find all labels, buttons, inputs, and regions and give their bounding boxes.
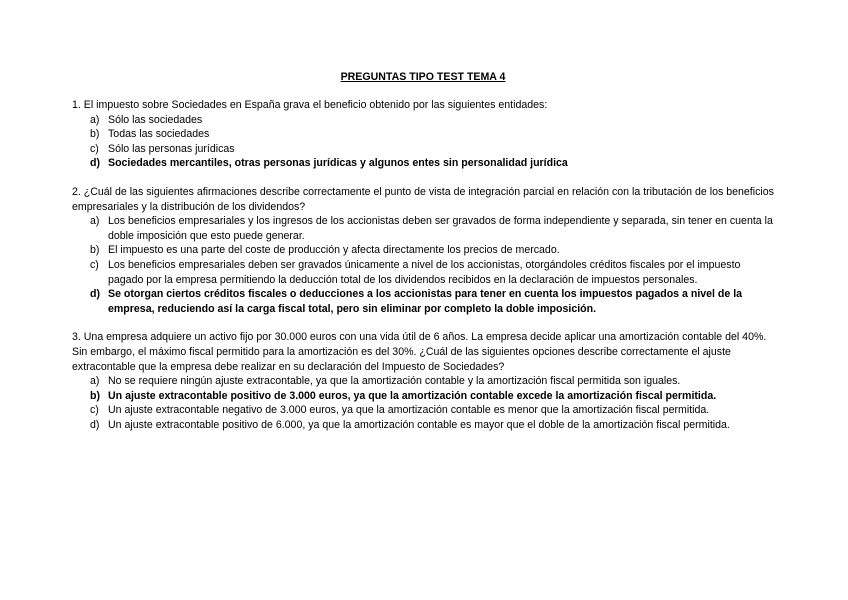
page-title: PREGUNTAS TIPO TEST TEMA 4 [340,71,506,83]
option-d [72,418,774,433]
option-a [72,374,774,389]
option-b [72,243,774,258]
option-a [72,214,774,243]
option-letter: d) [90,288,100,301]
option-text: Un ajuste extracontable positivo de 6.000, ya que la amortización contable es mayor que el doble de la amortización fiscal permitida. [108,418,730,431]
question-text: 3. Una empresa adquiere un activo fijo por 30.000 euros con una vida útil de 6 años. La empresa decide aplicar una amortización contable del 40%. Sin embargo, el máximo fiscal permitido para la amortización es del 30%. ¿Cuál de las siguientes opciones describe correctamente el ajuste extracontable que la empresa debe realizar en su declaración del Impuesto de Sociedades? [72,331,767,373]
option-letter: b) [90,128,100,141]
option-text: Un ajuste extracontable negativo de 3.000 euros, ya que la amortización contable es menor que la amortización fiscal permitida. [108,404,710,417]
option-letter: b) [90,244,100,257]
option-c [72,403,774,418]
option-letter: a) [90,215,100,228]
option-text: Sociedades mercantiles, otras personas jurídicas y algunos entes sin personalidad jurídica [108,157,568,170]
option-letter: c) [90,404,99,417]
option-d-correct [72,287,774,316]
option-c [72,142,774,157]
option-text: Un ajuste extracontable positivo de 3.000 euros, ya que la amortización contable excede la amortización fiscal permitida. [108,389,717,402]
option-text: El impuesto es una parte del coste de producción y afecta directamente los precios de mercado. [108,244,560,257]
option-c [72,258,774,287]
option-letter: c) [90,258,99,271]
option-b-correct [72,389,774,404]
option-letter: b) [90,389,100,402]
option-a [72,113,774,128]
question-1 [72,98,774,171]
option-letter: d) [90,157,100,170]
question-text: 1. El impuesto sobre Sociedades en España grava el beneficio obtenido por las siguientes entidades: [72,99,548,111]
option-b [72,127,774,142]
option-text: Los beneficios empresariales deben ser gravados únicamente a nivel de los accionistas, otorgándoles créditos fiscales por el impuesto pagado por la empresa permitiendo la deducción total de los dividendos recibidos en la declaración de impuestos personales. [108,258,741,286]
option-text: Los beneficios empresariales y los ingresos de los accionistas deben ser gravados de forma independiente y separada, sin tener en cuenta la doble imposición que esto puede generar. [108,215,773,242]
option-text: Sólo las personas jurídicas [108,142,235,155]
option-text: No se requiere ningún ajuste extracontable, ya que la amortización contable y la amortización fiscal permitida son iguales. [108,375,681,388]
option-text: Sólo las sociedades [108,113,203,126]
question-3 [72,330,774,432]
option-d-correct [72,156,774,171]
option-letter: c) [90,142,99,155]
option-text: Se otorgan ciertos créditos fiscales o deducciones a los accionistas para tener en cuenta los impuestos pagados a nivel de la empresa, reduciendo así la carga fiscal total, pero sin eliminar por completo la doble imposición. [108,288,743,315]
option-letter: d) [90,418,100,431]
option-letter: a) [90,113,100,126]
option-text: Todas las sociedades [108,128,210,141]
options-list [72,113,774,171]
question-text: 2. ¿Cuál de las siguientes afirmaciones describe correctamente el punto de vista de integración parcial en relación con la tributación de los beneficios empresariales y la distribución de los dividendos? [72,185,774,213]
options-list [72,374,774,432]
option-letter: a) [90,375,100,388]
question-2 [72,185,774,316]
document-page [72,70,774,446]
options-list [72,214,774,316]
